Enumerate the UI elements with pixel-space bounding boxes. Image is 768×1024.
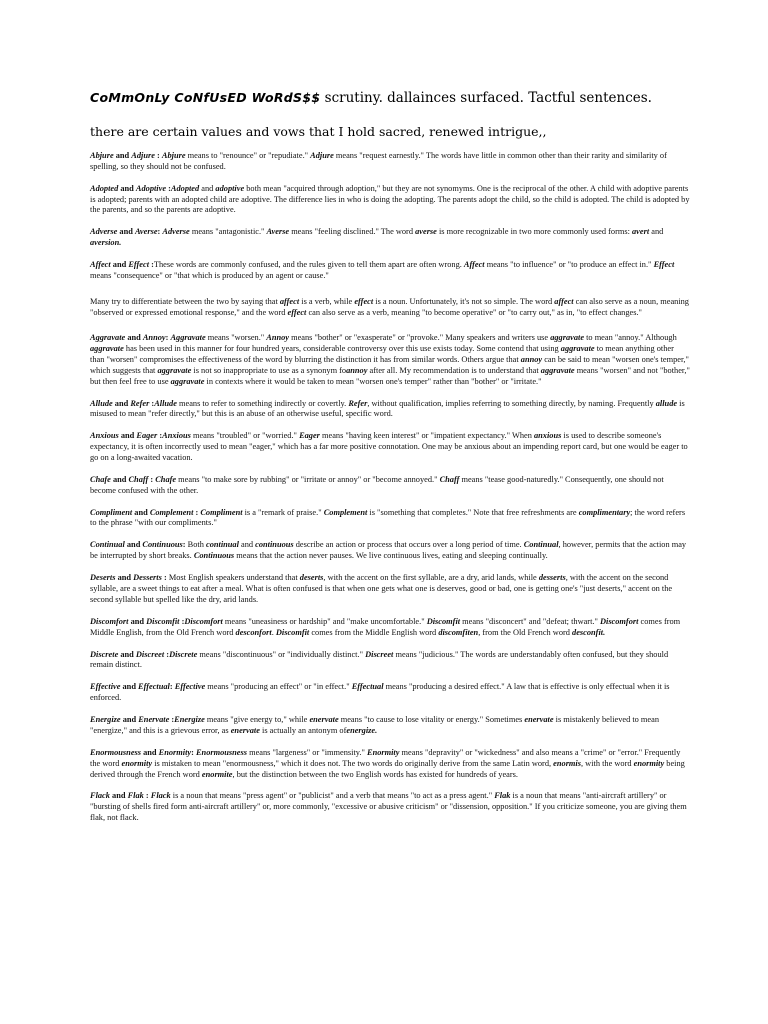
term: Compliment: [200, 507, 243, 517]
term: deserts: [299, 573, 324, 583]
term-connector: and: [128, 616, 147, 626]
definition-text: means "tease good-naturedly." Consequently, one should not become confused with the other.: [90, 474, 664, 495]
term-connector: and: [117, 227, 135, 237]
document-title: [90, 90, 740, 106]
term: Enormity: [367, 747, 400, 757]
term-connector: :: [164, 649, 170, 659]
entries-list: [90, 151, 690, 835]
definition-text: is a "remark of praise.": [242, 507, 324, 517]
definition-text: means "give energy to," while: [204, 715, 310, 725]
definition-text: means "uneasiness or hardship" and "make uncomfortable.": [222, 616, 427, 626]
definition-text: means "worsen" and not "bother," but then feel free to use: [90, 365, 690, 386]
term: Allude: [154, 398, 177, 408]
term: Flak: [494, 791, 511, 801]
definition-text: , without qualification, implies referring to something directly, by naming. Frequently: [367, 398, 656, 408]
definition-text: means "bother" or "exasperate" or "provoke." Many speakers and writers use: [289, 333, 551, 343]
definition-text: and: [199, 183, 216, 193]
entry-paragraph: [90, 151, 690, 173]
entry-paragraph: [90, 650, 690, 672]
term: Adoptive: [135, 183, 167, 193]
term: Compliment: [90, 507, 133, 517]
definition-text: is a noun that means "press agent" or "publicist" and a verb that means "to act as a press agent.": [170, 791, 495, 801]
definition-text: .: [271, 627, 276, 637]
entry-paragraph: [90, 297, 690, 319]
term: Continuous: [193, 551, 235, 561]
definition-text: Many try to differentiate between the two by saying that: [90, 296, 280, 306]
definition-text: to mean "annoy." Although: [584, 333, 677, 343]
definition-text: and: [649, 227, 664, 237]
term: Annoy: [266, 333, 290, 343]
term: adoptive: [215, 183, 245, 193]
definition-text: can also serve as a noun, meaning "observed or expressed emotional response," and the word: [90, 296, 689, 317]
definition-text: , however, permits that the action may be interrupted by short breaks.: [90, 540, 687, 561]
definition-text: means "worsen.": [205, 333, 267, 343]
definition-text: is more recognizable in two more commonly used forms:: [436, 227, 632, 237]
term: annoy: [520, 354, 543, 364]
term: Refer: [130, 398, 150, 408]
definition-text: means "request earnestly." The words have little in common other than their rarity and similarity of spelling, so they should not be confused.: [90, 151, 667, 171]
definition-text: These words are commonly confused, and the rules given to tell them apart are often wrong.: [153, 260, 464, 270]
term-connector: and: [110, 260, 129, 270]
term-connector: :: [143, 791, 151, 801]
term: continual: [205, 540, 239, 550]
definition-text: both mean "acquired through adoption," but they are not synomyms. One is the reciprocal of the other. A child with adoptive parents is adopted; parents with an adopted child are adoptive. The difference lies in who is doing the adopting. The parents adopt the child, so the child is adopted. The child is adopted by the parents, and so the parents are adoptive.: [90, 183, 690, 215]
definition-text: means "to make sore by rubbing" or "irritate or annoy" or "become annoyed.": [176, 474, 440, 484]
definition-text: means "producing an effect" or "in effect.": [205, 682, 352, 692]
term: Discomfit: [146, 616, 180, 626]
term: Enormity: [158, 747, 192, 757]
entry-paragraph: [90, 333, 690, 387]
term: annoy: [346, 365, 368, 375]
term: Anxious: [162, 431, 191, 441]
definition-text: is misused to mean "refer directly," but this is an abuse of an otherwise useful, specific word.: [90, 398, 685, 419]
term: Discrete: [169, 649, 198, 659]
definition-text: is a noun. Unfortunately, it's not so simple. The word: [373, 296, 555, 306]
term: Eager: [299, 431, 320, 441]
term: averse: [415, 227, 437, 237]
term: Effectual: [351, 682, 384, 692]
definition-text: , with the accent on the second syllable, are a sweet things to eat after a meal. What is often confused is that when one gets what one is deserves, good or bad, one is getting one's "just deserts," accent on the second syllable but spelled like the dry, arid lands.: [90, 573, 673, 604]
term: enormis: [553, 758, 581, 768]
term: Discrete: [90, 649, 119, 659]
definition-text: is mistaken to mean "enormousness," which it does not. The two words do originally derive from the same Latin word,: [152, 758, 554, 768]
term-connector: :: [182, 540, 188, 550]
definition-text: is actually an antonym of: [259, 725, 347, 735]
entry-paragraph: [90, 431, 690, 463]
term: enormity: [633, 758, 665, 768]
definition-text: and: [238, 540, 256, 550]
term: Discreet: [365, 649, 394, 659]
term: enervate: [230, 725, 260, 735]
definition-text: is used to describe someone's expectancy, it is often incorrectly used to mean "eager," which has a far more positive connotation. One may be anxious about an impending report card, but one would be eager to go on a long-awaited vacation.: [90, 431, 688, 462]
term: Discomfit: [275, 627, 310, 637]
term-connector: :: [154, 151, 162, 160]
entry-paragraph: [90, 399, 690, 421]
term-connector: and: [109, 791, 128, 801]
definition-text: can be said to mean "worsen one's temper," which suggests that: [90, 354, 689, 375]
definition-text: , with the word: [581, 758, 634, 768]
term: Flack: [150, 791, 171, 801]
term-connector: :: [169, 715, 175, 725]
entry-paragraph: [90, 508, 690, 530]
term-connector: :: [191, 747, 196, 757]
definition-text: , but the distinction between the two English words has existed for hundreds of years.: [232, 769, 518, 779]
term: aggravate: [540, 365, 575, 375]
term: complimentary: [578, 507, 631, 517]
term: enervate: [309, 715, 339, 725]
term-connector: :: [179, 616, 185, 626]
term: Abjure: [90, 151, 114, 160]
term: Aggravate: [170, 333, 206, 343]
term: energize.: [346, 725, 378, 735]
definition-text: means that the action never pauses. We live continuous lives, eating and sleeping continually.: [234, 551, 548, 561]
term: Chafe: [90, 474, 111, 484]
term: aggravate: [550, 333, 585, 343]
term: Discomfort: [90, 616, 129, 626]
document-subtitle: there are certain values and vows that I hold sacred, renewed intrigue,,: [90, 124, 547, 139]
term: Averse: [134, 227, 158, 237]
entry-paragraph: [90, 540, 690, 562]
term: effect: [287, 307, 307, 317]
term: Continual: [90, 540, 125, 550]
term: Energize: [174, 715, 205, 725]
term: Discomfit: [426, 616, 461, 626]
term: Adjure: [131, 151, 155, 160]
term-connector: :: [166, 183, 171, 193]
term: Deserts: [90, 573, 116, 583]
term: Enervate: [138, 715, 170, 725]
definition-text: is mistakenly believed to mean "energize," and this is a grievous error, as: [90, 715, 659, 735]
term: Affect: [463, 260, 485, 270]
term: desserts: [538, 573, 566, 583]
definition-text: has been used in this manner for four hundred years, considerable controversy over this use exists today. Some contend that using: [123, 344, 561, 354]
term-connector: and: [110, 474, 129, 484]
term: Desserts: [133, 573, 162, 583]
definition-text: means "consequence" or "that which is produced by an agent or cause.": [90, 270, 329, 280]
term: Annoy: [142, 333, 166, 343]
definition-text: comes from the Middle English word: [309, 627, 439, 637]
definition-text: means "troubled" or "worried.": [190, 431, 300, 441]
definition-text: is a verb, while: [299, 296, 355, 306]
entry-paragraph: [90, 715, 690, 737]
definition-text: means "judicious." The words are understandably often confused, but they should remain distinct.: [90, 649, 669, 670]
term: Chaff: [439, 474, 460, 484]
term: allude: [655, 398, 678, 408]
term: Allude: [90, 398, 113, 408]
term: Eager: [136, 431, 158, 441]
term-connector: and: [125, 333, 143, 343]
definition-text: means "producing a desired effect." A law that is effective is only effectual when it is enforced.: [90, 682, 670, 703]
definition-text: , from the Old French word: [478, 627, 573, 637]
definition-text: means to "renounce" or "repudiate.": [185, 151, 311, 160]
definition-text: means "to influence" or "to produce an effect in.": [484, 260, 654, 270]
term: aggravate: [90, 344, 124, 354]
definition-text: being derived through the French word: [90, 758, 685, 779]
term: Adverse: [90, 227, 118, 237]
definition-text: ; the word refers to the phrase "with our compliments.": [90, 507, 686, 528]
term: affect: [554, 296, 574, 306]
term-connector: :: [161, 573, 169, 583]
entry-paragraph: [90, 682, 690, 704]
definition-text: means "to cause to lose vitality or energy." Sometimes: [338, 715, 525, 725]
term: Averse: [266, 227, 290, 237]
term: Discomfort: [599, 616, 639, 626]
definition-text: is not so inappropriate to use as a synonym fo: [191, 365, 347, 375]
term: continuous: [255, 540, 294, 550]
entry-paragraph: [90, 748, 690, 780]
entry-paragraph: [90, 184, 690, 216]
term-connector: and: [124, 540, 143, 550]
term: effect: [354, 296, 374, 306]
term: Discreet: [135, 649, 165, 659]
term: Complement: [323, 507, 368, 517]
term: Abjure: [161, 151, 186, 160]
term: enervate: [524, 715, 554, 725]
term: enormite: [201, 769, 233, 779]
term: Effective: [174, 682, 206, 692]
term-connector: :: [157, 431, 163, 441]
term-connector: and: [132, 507, 150, 517]
term: Complement: [149, 507, 194, 517]
term: Continual: [523, 540, 559, 550]
term: Refer: [348, 398, 368, 408]
term: affect: [279, 296, 300, 306]
term: Enormousness: [195, 747, 247, 757]
entry-paragraph: [90, 617, 690, 639]
definition-text: Most English speakers understand that: [168, 573, 300, 583]
term: avert: [632, 227, 650, 237]
entry-paragraph: [90, 260, 690, 282]
entry-paragraph: [90, 573, 690, 605]
definition-text: means "depravity" or "wickedness" and also means a "crime" or "error." Frequently the word: [90, 747, 681, 768]
term-connector: and: [120, 715, 139, 725]
term: Continuous: [142, 540, 183, 550]
term: Adverse: [162, 227, 190, 237]
definition-text: means "feeling disclined." The word: [289, 227, 416, 237]
term: desconfort: [235, 627, 272, 637]
term-connector: and: [118, 431, 137, 441]
definition-text: after all. My recommendation is to understand that: [367, 365, 541, 375]
definition-text: means "having keen interest" or "impatient expectancy." When: [319, 431, 534, 441]
definition-text: is a noun that means "anti-aircraft artillery" or "bursting of shells fired form anti-aircraft artillery" or, more commonly, "excessive or abusive criticism" or "dissension, opposition." If you criticize someone, you are giving them flak, not flack.: [90, 791, 687, 823]
term: aggravate: [157, 365, 192, 375]
title-text: scrutiny. dallainces surfaced. Tactful sentences.: [324, 90, 652, 106]
term: desconfit.: [572, 627, 606, 637]
term-connector: and: [112, 398, 131, 408]
entry-paragraph: [90, 475, 690, 497]
title-decorative-text: CoMmOnLy CoNfUsED WoRdS$$: [90, 90, 321, 105]
term-connector: :: [165, 333, 171, 343]
term: aggravate: [170, 376, 205, 386]
term-connector: and: [115, 573, 134, 583]
definition-text: to mean anything other than "worsen" compromises the effectiveness of the word by blurring the distinction it has from similar words. Others argue that: [90, 344, 674, 364]
term: Anxious: [90, 431, 119, 441]
term-connector: :: [149, 398, 155, 408]
definition-text: comes from Middle English, from the Old French word: [90, 616, 681, 637]
term: Effective: [90, 682, 121, 692]
term-connector: and: [120, 682, 139, 692]
entry-paragraph: [90, 227, 690, 249]
definition-text: in contexts where it would be taken to mean "worsen one's temper" rather than "bother" or "irritate.": [204, 376, 542, 386]
term-connector: and: [118, 183, 136, 193]
definition-text: describe an action or process that occurs over a long period of time.: [293, 540, 524, 550]
term: Flack: [90, 791, 110, 801]
term-connector: :: [193, 507, 201, 517]
definition-text: means "largeness" or "immensity.": [247, 747, 367, 757]
term: Effect: [653, 260, 675, 270]
definition-text: , with the accent on the first syllable, are a dry, arid lands, while: [323, 573, 539, 583]
definition-text: means "discontinuous" or "individually distinct.": [197, 649, 366, 659]
term: Adopted: [90, 183, 119, 193]
term: aversion.: [90, 238, 122, 248]
term: Adopted: [170, 183, 200, 193]
entry-paragraph: [90, 791, 690, 823]
definition-text: Both: [187, 540, 206, 550]
term: discomfiten: [438, 627, 479, 637]
definition-text: is "something that completes." Note that free refreshments are: [367, 507, 579, 517]
term-connector: and: [113, 151, 132, 160]
term: Adjure: [310, 151, 334, 160]
definition-text: means "disconcert" and "defeat; thwart.": [460, 616, 600, 626]
term: Chafe: [155, 474, 177, 484]
term-connector: :: [157, 227, 163, 237]
term-connector: and: [141, 747, 159, 757]
term: Enormousness: [90, 747, 142, 757]
term-connector: :: [148, 474, 156, 484]
term: Discomfort: [184, 616, 223, 626]
term: aggravate: [560, 344, 595, 354]
definition-text: means "antagonistic.": [189, 227, 267, 237]
definition-text: can also serve as a verb, meaning "to become operative" or "to carry out," as in, "to effect changes.": [306, 307, 642, 317]
term: anxious: [533, 431, 562, 441]
definition-text: means to refer to something indirectly or covertly.: [176, 398, 349, 408]
term: Energize: [90, 715, 121, 725]
term: Affect: [90, 260, 111, 270]
term: Aggravate: [90, 333, 126, 343]
term-connector: and: [118, 649, 136, 659]
term-connector: :: [169, 682, 175, 692]
term: Flak: [127, 791, 144, 801]
term: enormity: [121, 758, 153, 768]
term-connector: :: [149, 260, 154, 270]
term: Effect: [128, 260, 150, 270]
term: Effectual: [138, 682, 170, 692]
term: Chaff: [128, 474, 149, 484]
